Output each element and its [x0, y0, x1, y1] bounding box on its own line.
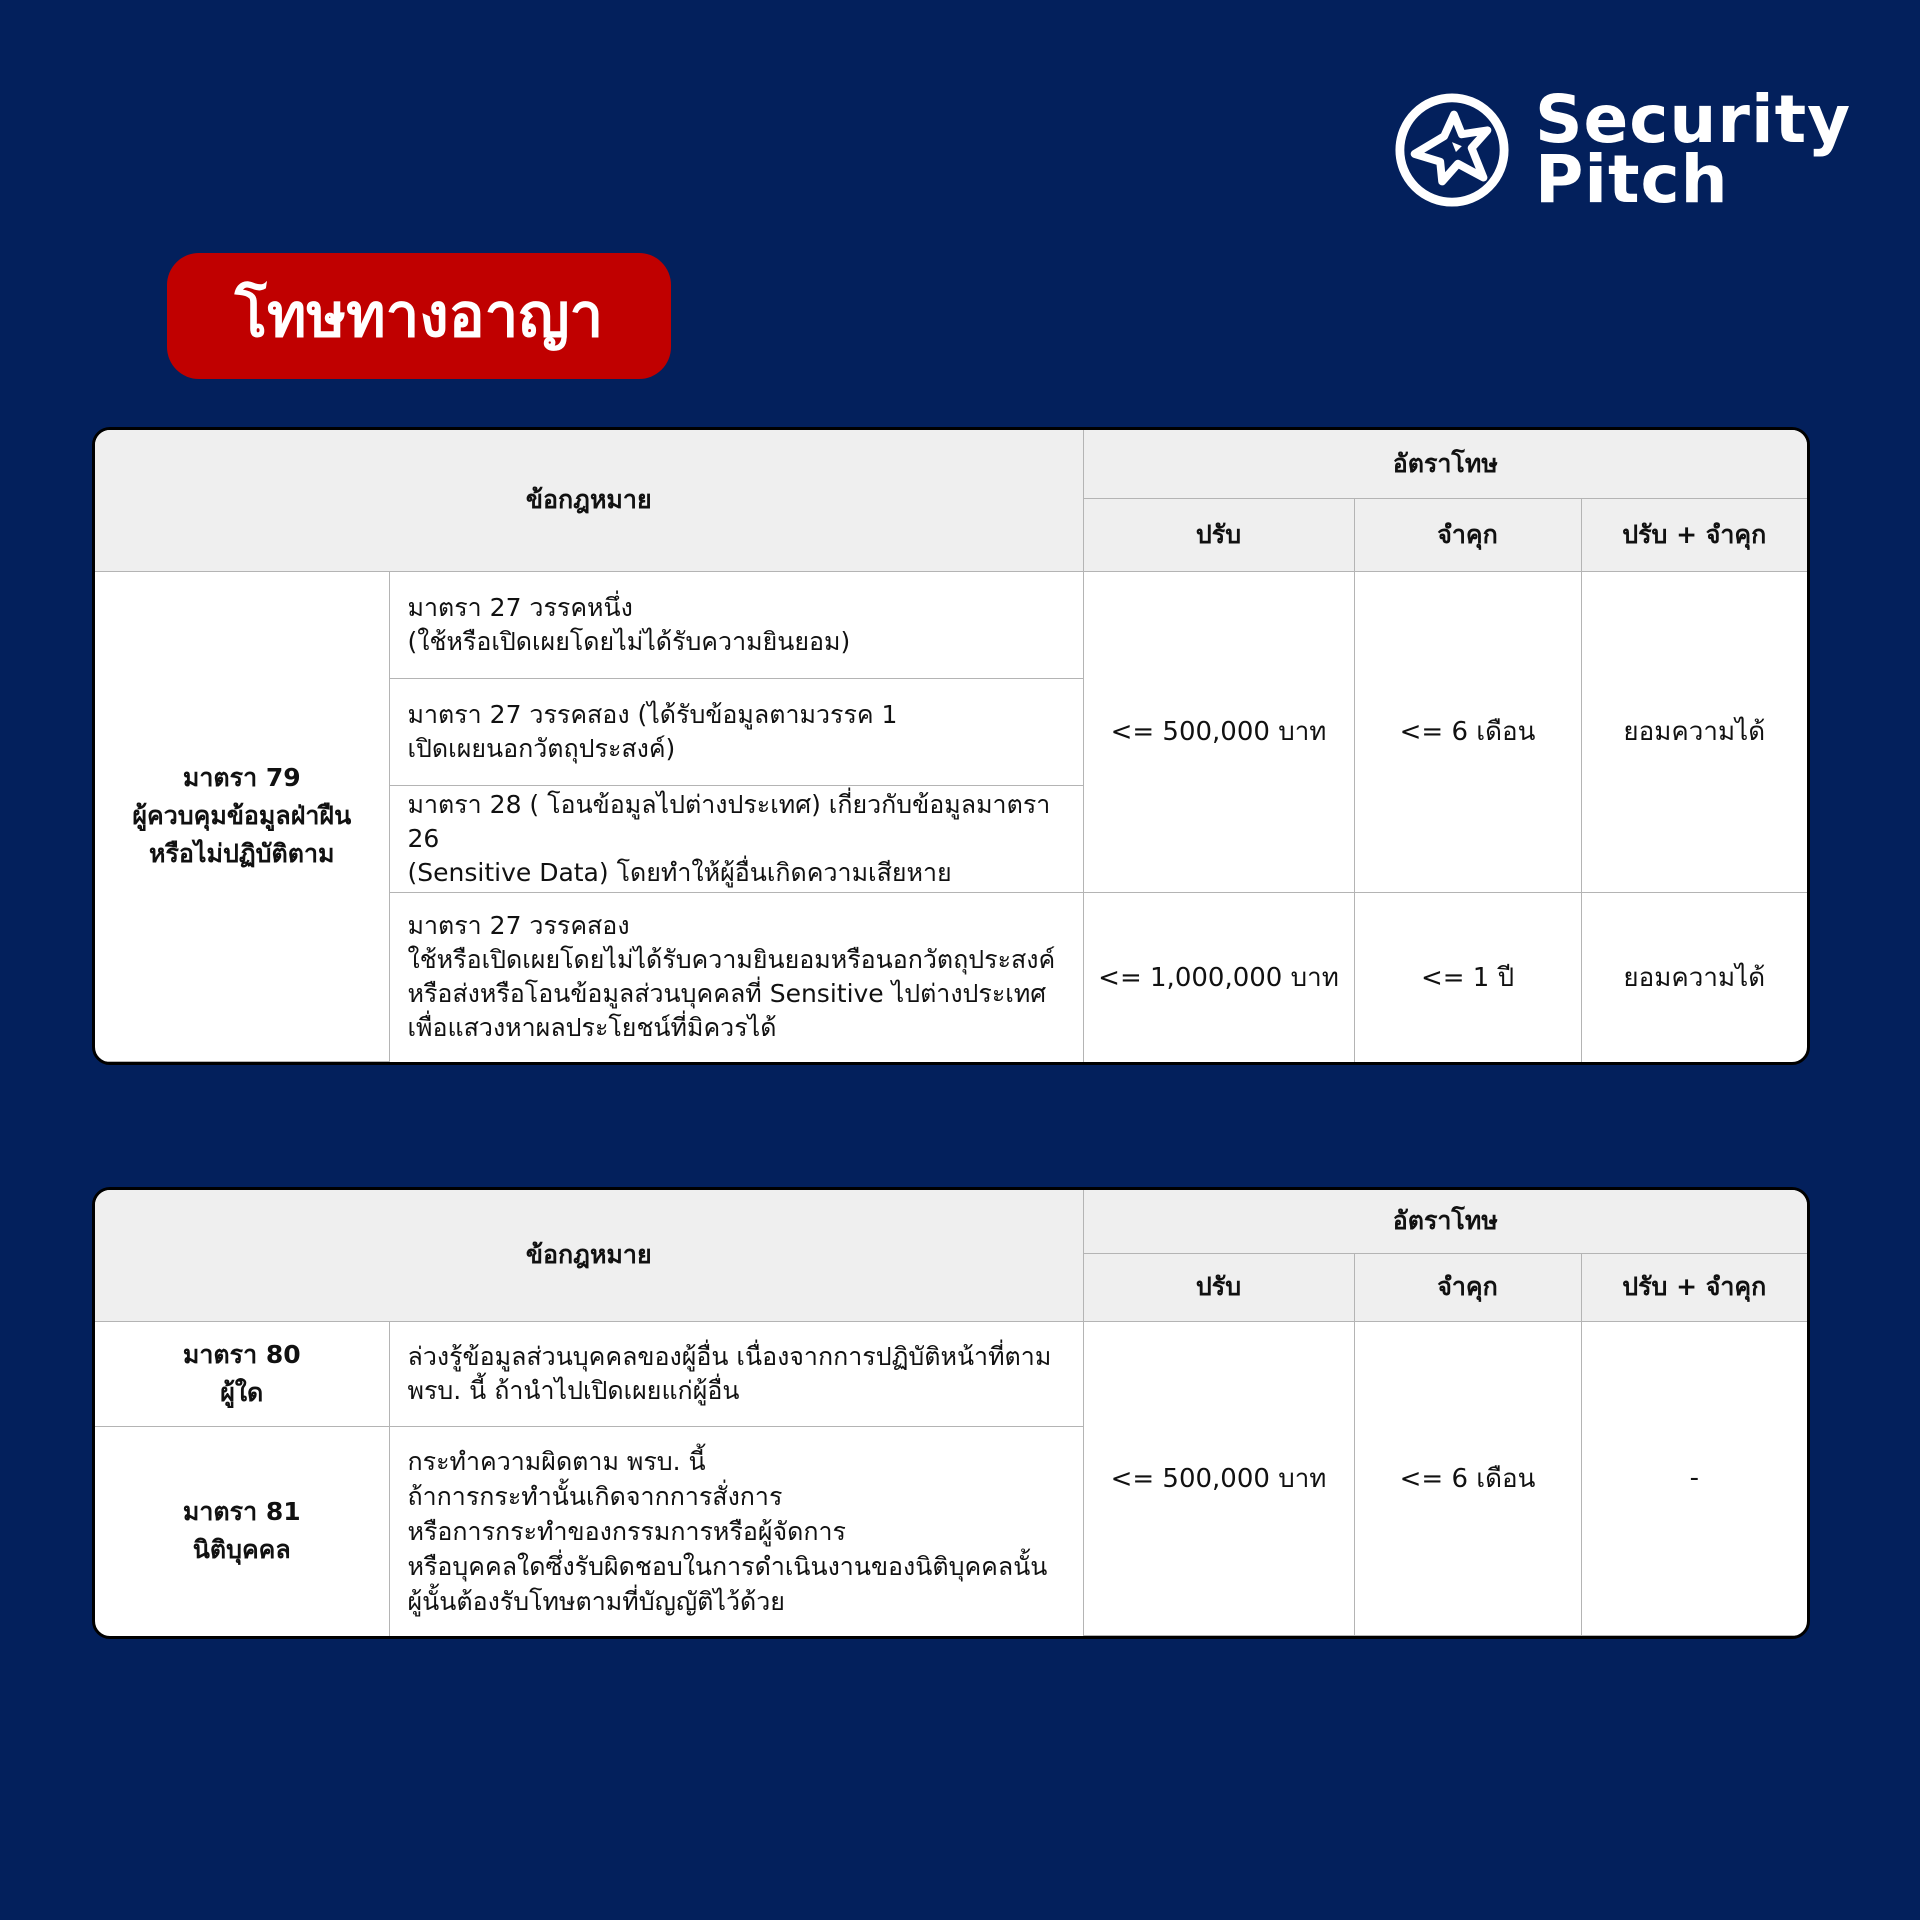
brand-logo: [1393, 81, 1852, 218]
fine-value: <= 1,000,000 บาท: [1083, 892, 1354, 1062]
offense-description: [389, 1426, 1083, 1636]
desc-line: ผู้นั้นต้องรับโทษตามที่บัญญัติไว้ด้วย: [407, 1586, 785, 1616]
offense-description: [389, 1321, 1083, 1426]
header-fine: ปรับ: [1083, 498, 1354, 571]
offense-description: [389, 892, 1083, 1062]
desc-line: ล่วงรู้ข้อมูลส่วนบุคคลของผู้อื่น เนื่องจากการปฏิบัติหน้าที่ตาม: [407, 1341, 1052, 1371]
penalty-table-2: [92, 1187, 1810, 1639]
law-line: นิติบุคคล: [192, 1535, 291, 1564]
fine-and-prison-value: -: [1581, 1321, 1807, 1636]
law-line: มาตรา 80: [182, 1339, 301, 1369]
header-fine-and-prison: ปรับ + จำคุก: [1581, 1253, 1807, 1321]
law-section-79: [95, 571, 389, 1062]
page-title: โทษทางอาญา: [167, 253, 671, 379]
law-line: ผู้ควบคุมข้อมูลฝ่าฝืน: [132, 801, 352, 831]
brand-name: [1535, 81, 1852, 218]
header-rate: อัตราโทษ: [1083, 430, 1807, 498]
desc-line: หรือการกระทำของกรรมการหรือผู้จัดการ: [407, 1516, 846, 1546]
law-line: หรือไม่ปฏิบัติตาม: [149, 839, 335, 869]
header-fine-and-prison: ปรับ + จำคุก: [1581, 498, 1807, 571]
header-prison: จำคุก: [1354, 1253, 1581, 1321]
desc-line: หรือบุคคลใดซึ่งรับผิดชอบในการดำเนินงานของนิติบุคคลนั้น: [407, 1551, 1048, 1581]
desc-line: มาตรา 27 วรรคสอง (ได้รับข้อมูลตามวรรค 1: [407, 699, 898, 729]
desc-line: ถ้าการกระทำนั้นเกิดจากการสั่งการ: [407, 1481, 783, 1511]
fine-and-prison-value: ยอมความได้: [1581, 571, 1807, 892]
desc-line: พรบ. นี้ ถ้านำไปเปิดเผยแก่ผู้อื่น: [407, 1375, 740, 1405]
desc-line: (ใช้หรือเปิดเผยโดยไม่ได้รับความยินยอม): [407, 626, 851, 656]
offense-description: [389, 678, 1083, 785]
fine-and-prison-value: ยอมความได้: [1581, 892, 1807, 1062]
header-rate: อัตราโทษ: [1083, 1190, 1807, 1253]
header-law: ข้อกฎหมาย: [95, 430, 1083, 571]
desc-line: หรือส่งหรือโอนข้อมูลส่วนบุคคลที่ Sensitive ไปต่างประเทศ: [407, 979, 1047, 1008]
prison-value: <= 1 ปี: [1354, 892, 1581, 1062]
brand-line-2: Pitch: [1535, 141, 1729, 218]
header-prison: จำคุก: [1354, 498, 1581, 571]
header-law: ข้อกฎหมาย: [95, 1190, 1083, 1321]
prison-value: <= 6 เดือน: [1354, 571, 1581, 892]
desc-line: (Sensitive Data) โดยทำให้ผู้อื่นเกิดความเสียหาย: [407, 857, 952, 887]
law-section-81: [95, 1426, 389, 1636]
desc-line: มาตรา 27 วรรคหนึ่ง: [407, 592, 633, 622]
offense-description: [389, 571, 1083, 678]
brand-line-1: Security: [1535, 81, 1852, 158]
law-line: มาตรา 79: [182, 763, 301, 793]
header-fine: ปรับ: [1083, 1253, 1354, 1321]
desc-line: กระทำความผิดตาม พรบ. นี้: [407, 1446, 706, 1476]
wolf-icon: [1393, 91, 1511, 209]
fine-value: <= 500,000 บาท: [1083, 571, 1354, 892]
offense-description: [389, 785, 1083, 892]
law-section-80: [95, 1321, 389, 1426]
desc-line: ใช้หรือเปิดเผยโดยไม่ได้รับความยินยอมหรือนอกวัตถุประสงค์: [407, 945, 1056, 974]
law-line: มาตรา 81: [182, 1497, 301, 1526]
desc-line: มาตรา 28 ( โอนข้อมูลไปต่างประเทศ) เกี่ยวกับข้อมูลมาตรา 26: [407, 789, 1051, 853]
penalty-table-1: [92, 427, 1810, 1065]
desc-line: เปิดเผยนอกวัตถุประสงค์): [407, 733, 676, 763]
desc-line: เพื่อแสวงหาผลประโยชน์ที่มิควรได้: [407, 1013, 777, 1042]
prison-value: <= 6 เดือน: [1354, 1321, 1581, 1636]
desc-line: มาตรา 27 วรรคสอง: [407, 911, 630, 940]
fine-value: <= 500,000 บาท: [1083, 1321, 1354, 1636]
law-line: ผู้ใด: [220, 1377, 264, 1407]
